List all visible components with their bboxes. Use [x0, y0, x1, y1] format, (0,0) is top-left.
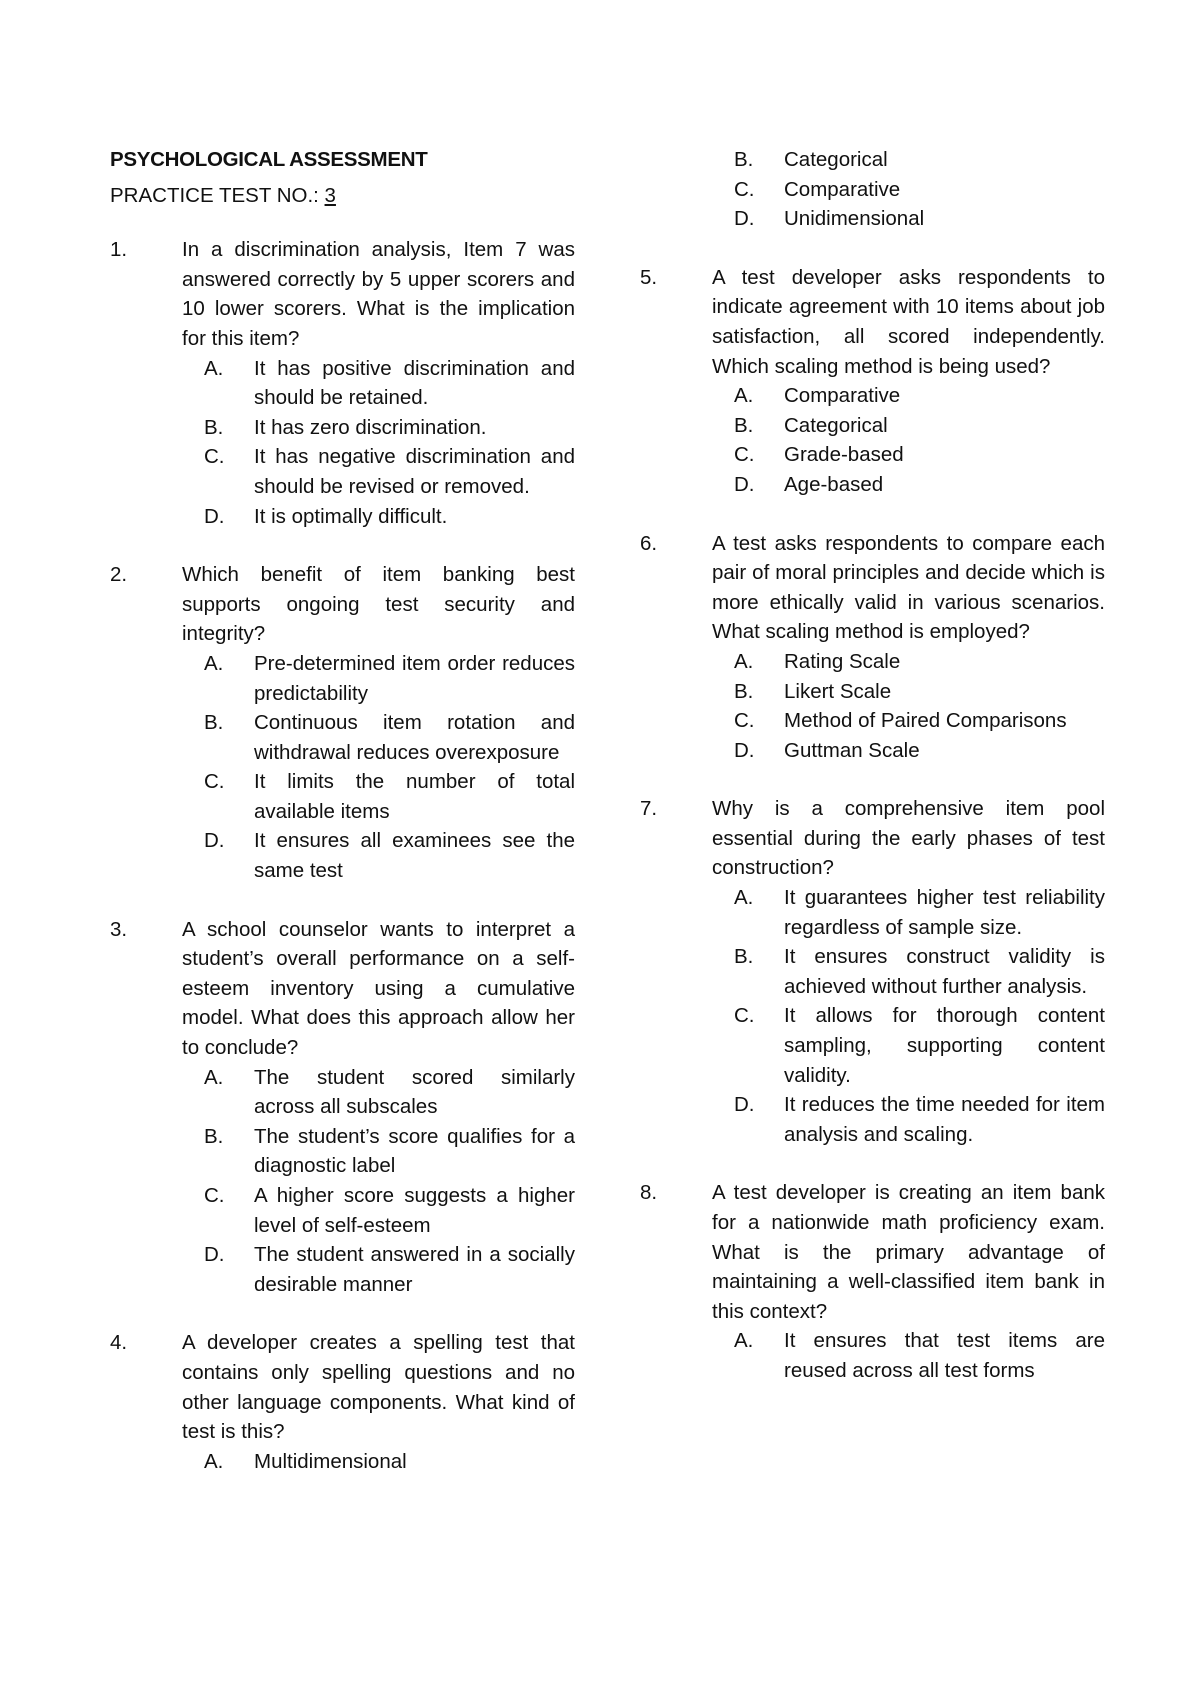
option-d [182, 502, 575, 532]
question-number: 8. [640, 1181, 658, 1205]
option-text: It is optimally difficult. [254, 504, 448, 528]
question-stem: A developer creates a spelling test that contains only spelling questions and no other language components. What kind of test is this? [182, 1331, 575, 1444]
option-letter: C. [204, 445, 225, 469]
option-b [712, 677, 1105, 707]
option-letter: D. [734, 207, 755, 231]
practice-test-number: 3 [324, 183, 336, 207]
option-letter: A. [734, 649, 754, 673]
option-text: It ensures that test items are reused across all test forms [784, 1329, 1105, 1382]
question-4 [110, 1328, 575, 1476]
question-body [712, 145, 1105, 234]
option-letter: D. [734, 472, 755, 496]
option-b [182, 708, 575, 767]
option-text: The student answered in a socially desirable manner [254, 1243, 575, 1296]
option-letter: B. [734, 413, 754, 437]
option-letter: B. [734, 945, 754, 969]
option-b [712, 145, 1105, 175]
option-letter: B. [204, 711, 224, 735]
option-text: Age-based [784, 472, 884, 496]
question-number: 1. [110, 238, 128, 262]
option-list [182, 1447, 575, 1477]
option-text: It has positive discrimination and should be retained. [254, 356, 575, 410]
question-stem: Which benefit of item banking best supports ongoing test security and integrity? [182, 563, 575, 646]
option-text: Continuous item rotation and withdrawal reduces overexposure [254, 711, 575, 764]
option-text: Pre-determined item order reduces predictability [254, 651, 575, 705]
option-list [712, 145, 1105, 234]
option-a [712, 1326, 1105, 1385]
option-letter: C. [734, 709, 755, 733]
option-b [182, 1122, 575, 1181]
option-text: It allows for thorough content sampling, supporting content validity. [784, 1004, 1105, 1087]
option-letter: B. [204, 415, 224, 439]
question-1 [110, 235, 575, 531]
option-a [712, 883, 1105, 942]
option-text: It guarantees higher test reliability regardless of sample size. [784, 886, 1105, 939]
option-text: Multidimensional [254, 1449, 407, 1473]
option-text: Comparative [784, 384, 901, 408]
option-list [712, 883, 1105, 1149]
option-text: Categorical [784, 413, 888, 437]
option-letter: C. [204, 770, 225, 794]
option-d [712, 470, 1105, 500]
option-a [712, 381, 1105, 411]
question-number: 3. [110, 917, 128, 941]
question-stem: A test developer is creating an item bank for a nationwide math proficiency exam. What is the primary advantage of maintaining a well-classified item bank in this context? [712, 1181, 1105, 1323]
option-list [712, 381, 1105, 499]
option-a [182, 354, 575, 413]
option-text: It has zero discrimination. [254, 415, 487, 439]
option-letter: D. [204, 504, 225, 528]
option-text: It reduces the time needed for item analysis and scaling. [784, 1093, 1105, 1146]
option-list [712, 1326, 1105, 1385]
practice-test-label [110, 181, 575, 211]
question-number-spacer [640, 145, 712, 234]
option-text: Method of Paired Comparisons [784, 709, 1067, 733]
question-body [182, 1328, 575, 1476]
question-3 [110, 915, 575, 1300]
option-list [182, 354, 575, 532]
option-text: Guttman Scale [784, 738, 920, 762]
option-letter: C. [734, 1004, 755, 1028]
option-c [182, 1181, 575, 1240]
option-letter: D. [204, 1243, 225, 1267]
option-c [712, 1001, 1105, 1090]
question-body [712, 263, 1105, 500]
question-body [712, 794, 1105, 1149]
option-text: Comparative [784, 177, 901, 201]
question-8 [640, 1178, 1105, 1385]
option-letter: B. [734, 679, 754, 703]
option-text: Likert Scale [784, 679, 892, 703]
option-text: The student’s score qualifies for a diagnostic label [254, 1124, 575, 1178]
option-a [182, 649, 575, 708]
option-c [712, 706, 1105, 736]
option-letter: B. [204, 1124, 224, 1148]
option-list [182, 1063, 575, 1300]
option-list [182, 649, 575, 886]
question-number: 7. [640, 797, 658, 821]
option-letter: D. [734, 1093, 755, 1117]
question-4-continued [640, 145, 1105, 234]
option-d [182, 1240, 575, 1299]
option-d [712, 204, 1105, 234]
option-text: It has negative discrimination and should be revised or removed. [254, 445, 575, 498]
question-body [712, 529, 1105, 766]
option-text: Rating Scale [784, 649, 901, 673]
question-body [182, 235, 575, 531]
option-d [712, 1090, 1105, 1149]
option-letter: A. [734, 1329, 754, 1353]
left-column [110, 145, 575, 1476]
option-text: It ensures all examinees see the same test [254, 829, 575, 883]
option-letter: D. [734, 738, 755, 762]
option-letter: C. [204, 1184, 225, 1207]
option-b [182, 413, 575, 443]
option-letter: A. [734, 384, 754, 408]
option-c [182, 767, 575, 826]
option-text: Categorical [784, 148, 888, 171]
document-title: PSYCHOLOGICAL ASSESSMENT [110, 148, 428, 171]
option-text: The student scored similarly across all subscales [254, 1065, 575, 1119]
question-stem: A school counselor wants to interpret a student’s overall performance on a self-esteem inventory using a cumulative model. What does this approach allow her to conclude? [182, 917, 575, 1060]
option-d [182, 826, 575, 885]
option-b [712, 411, 1105, 441]
option-text: Grade-based [784, 443, 904, 467]
question-body [182, 560, 575, 886]
question-number: 5. [640, 265, 658, 289]
question-body [712, 1178, 1105, 1385]
option-letter: A. [204, 1449, 224, 1473]
question-stem: In a discrimination analysis, Item 7 was answered correctly by 5 upper scorers and 10 lower scorers. What is the implication for this item? [182, 238, 575, 350]
option-text: A higher score suggests a higher level of self-esteem [254, 1184, 575, 1237]
question-body [182, 915, 575, 1300]
option-letter: C. [734, 443, 755, 467]
question-stem: A test asks respondents to compare each pair of moral principles and decide which is more ethically valid in various scenarios. What scaling method is employed? [712, 531, 1105, 644]
question-2 [110, 560, 575, 886]
question-6 [640, 529, 1105, 766]
option-letter: C. [734, 177, 755, 201]
question-5 [640, 263, 1105, 500]
right-column [640, 145, 1105, 1386]
option-d [712, 736, 1105, 766]
practice-test-label-text: PRACTICE TEST NO.: [110, 183, 319, 207]
question-stem: Why is a comprehensive item pool essential during the early phases of test construction? [712, 797, 1105, 880]
option-list [712, 647, 1105, 765]
question-number: 6. [640, 531, 658, 555]
option-a [182, 1063, 575, 1122]
option-text: It ensures construct validity is achieved without further analysis. [784, 945, 1105, 998]
question-7 [640, 794, 1105, 1149]
question-stem: A test developer asks respondents to indicate agreement with 10 items about job satisfaction, all scored independently. Which scaling method is being used? [712, 265, 1105, 378]
option-letter: A. [204, 356, 224, 380]
option-letter: D. [204, 829, 225, 853]
option-c [712, 440, 1105, 470]
option-a [712, 647, 1105, 677]
option-c [182, 442, 575, 501]
option-letter: A. [204, 651, 224, 675]
question-number: 2. [110, 563, 128, 587]
option-a [182, 1447, 575, 1477]
option-c [712, 175, 1105, 205]
option-text: It limits the number of total available items [254, 770, 575, 823]
option-letter: A. [204, 1065, 224, 1089]
option-b [712, 942, 1105, 1001]
question-number: 4. [110, 1331, 128, 1355]
option-letter: B. [734, 148, 754, 171]
option-text: Unidimensional [784, 207, 925, 231]
option-letter: A. [734, 886, 754, 910]
